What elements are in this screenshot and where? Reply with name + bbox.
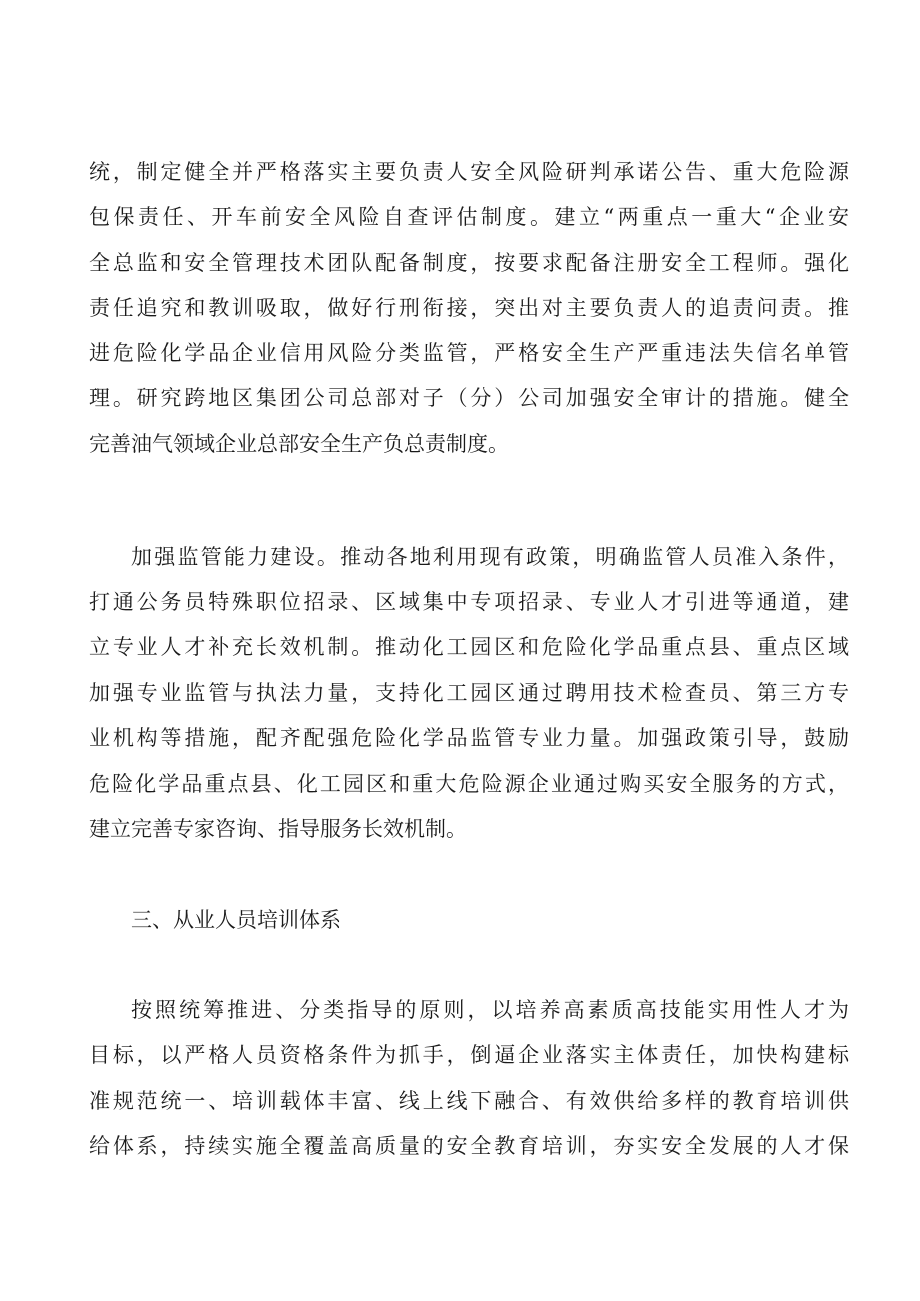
section-heading: 三、从业人员培训体系 [131,908,341,932]
paragraph-1-line-1: 统，制定健全并严格落实主要负责人安全风险研判承诺公告、重大危险源 [89,160,849,184]
paragraph-2-line-4: 加强专业监管与执法力量，支持化工园区通过聘用技术检查员、第三方专 [89,681,849,705]
paragraph-2-line-1: 加强监管能力建设。推动各地利用现有政策，明确监管人员准入条件， [131,545,849,569]
paragraph-1-line-5: 进危险化学品企业信用风险分类监管，严格安全生产严重违法失信名单管 [89,341,849,365]
paragraph-1-line-6: 理。研究跨地区集团公司总部对子（分）公司加强安全审计的措施。健全 [89,386,849,410]
paragraph-3-line-4: 给体系，持续实施全覆盖高质量的安全教育培训，夯实安全发展的人才保 [89,1134,849,1158]
paragraph-2-line-6: 危险化学品重点县、化工园区和重大危险源企业通过购买安全服务的方式， [89,772,849,796]
paragraph-2-line-5: 业机构等措施，配齐配强危险化学品监管专业力量。加强政策引导，鼓励 [89,726,849,750]
paragraph-2-line-2: 打通公务员特殊职位招录、区域集中专项招录、专业人才引进等通道，建 [89,590,849,614]
paragraph-2-line-7: 建立完善专家咨询、指导服务长效机制。 [89,817,467,841]
paragraph-3-line-2: 目标，以严格人员资格条件为抓手，倒逼企业落实主体责任，加快构建标 [89,1043,849,1067]
paragraph-1-line-7: 完善油气领域企业总部安全生产负总责制度。 [89,432,509,456]
paragraph-3-line-3: 准规范统一、培训载体丰富、线上线下融合、有效供给多样的教育培训供 [89,1089,849,1113]
paragraph-1-line-3: 全总监和安全管理技术团队配备制度，按要求配备注册安全工程师。强化 [89,251,849,275]
paragraph-1-line-2: 包保责任、开车前安全风险自查评估制度。建立“两重点一重大“企业安 [89,205,849,229]
paragraph-2-line-3: 立专业人才补充长效机制。推动化工园区和危险化学品重点县、重点区域 [89,635,849,659]
paragraph-1-line-4: 责任追究和教训吸取，做好行刑衔接，突出对主要负责人的追责问责。推 [89,296,849,320]
paragraph-3-line-1: 按照统筹推进、分类指导的原则，以培养高素质高技能实用性人才为 [131,998,849,1022]
